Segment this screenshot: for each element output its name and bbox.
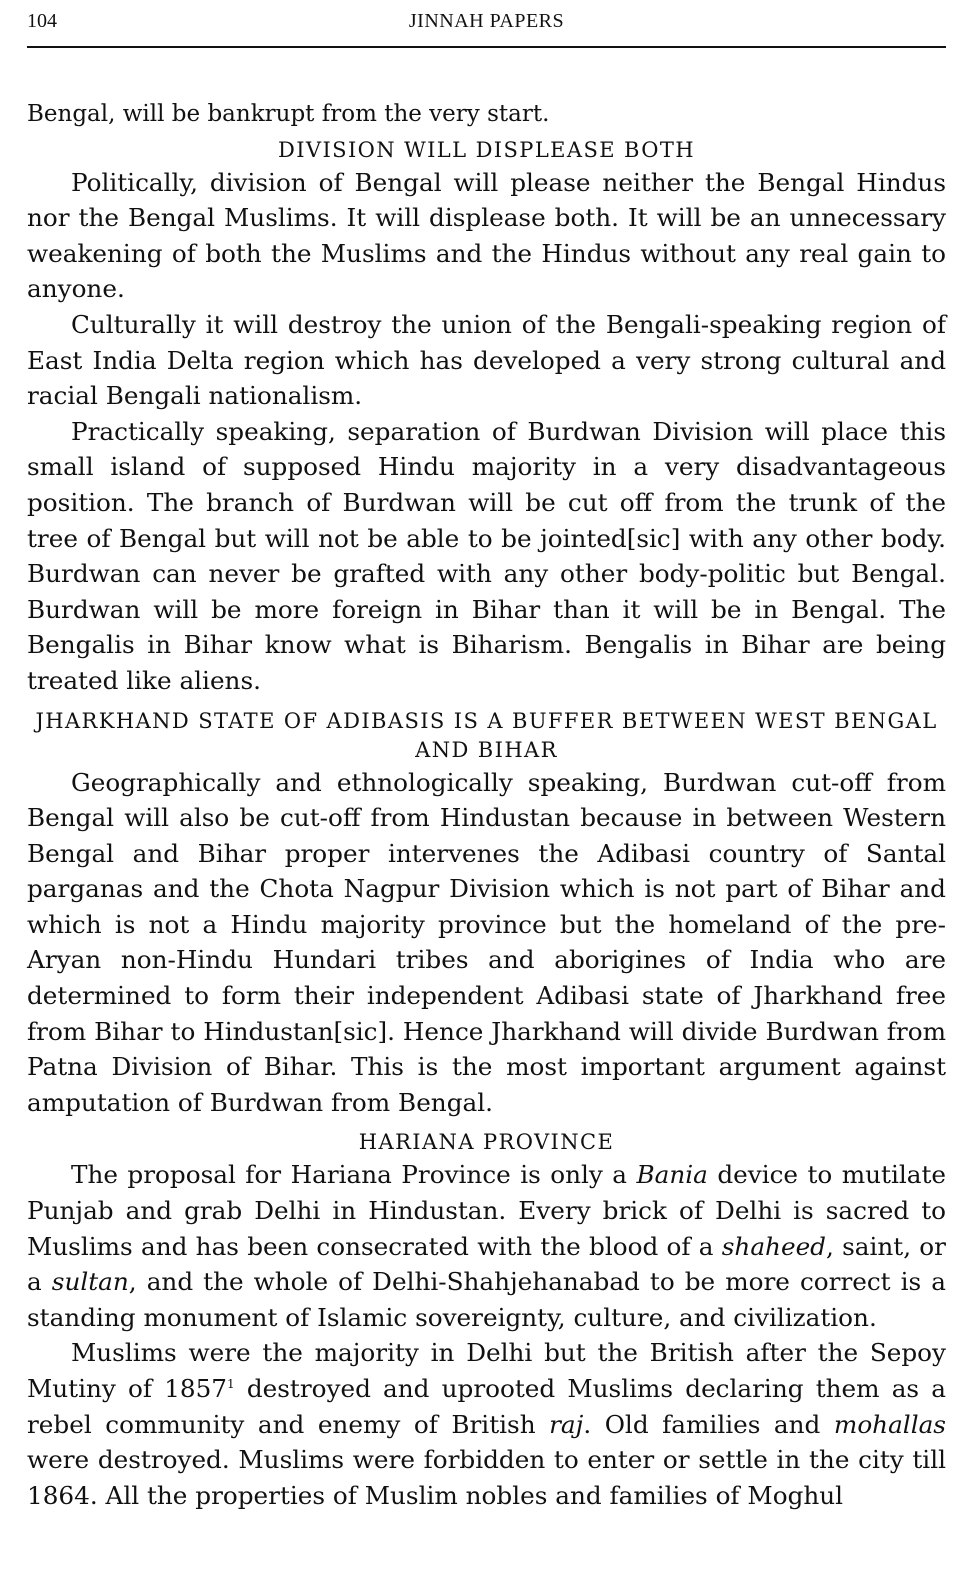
paragraph-muslims-delhi: Muslims were the majority in Delhi but the British after the Sepoy Mutiny of 1857$^1$ destroyed and uprooted Muslims declaring them as a rebel community and enemy of British raj. Old families and mohallas were destroyed. Muslims were forbidden to enter or settle in the city till 1864. All the properties of Muslim nobles and families of Moghul	[27, 1338, 946, 1510]
section-heading-division: DIVISION WILL DISPLEASE BOTH	[277, 137, 696, 162]
paragraph-continuation: Bengal, will be bankrupt from the very start.	[27, 101, 550, 127]
footnote-marker: 1	[227, 1376, 235, 1391]
running-header	[27, 0, 946, 46]
page-number: 104	[27, 10, 57, 32]
paragraph-geographically: Geographically and ethnologically speaking, Burdwan cut-off from Bengal will also be cut-off from Hindustan because in between Western Bengal and Bihar proper intervenes the Adibasi country of Santal parganas and the Chota Nagpur Division which is not part of Bihar and which is not a Hindu majority province but the homeland of the pre-Aryan non-Hindu Hundari tribes and aborigines of India who are determined to form their independent Adibasi state of Jharkhand free from Bihar to Hindustan[sic]. Hence Jharkhand will divide Burdwan from Patna Division of Bihar. This is the most important argument against amputation of Burdwan from Bengal.	[27, 767, 946, 1117]
section-heading-hariana: HARIANA PROVINCE	[358, 1130, 615, 1155]
paragraph-hariana-proposal: The proposal for Hariana Province is only a Bania device to mutilate Punjab and grab Delhi in Hindustan. Every brick of Delhi is sacred to Muslims and has been consecrated with the blood of a shaheed, saint, or a sultan, and the whole of Delhi-Shahjehanabad to be more correct is a standing monument of Islamic sovereignty, culture, and civilization.	[27, 1160, 946, 1332]
running-title: JINNAH PAPERS	[408, 10, 565, 32]
header-rule	[27, 46, 946, 48]
body-text	[27, 97, 946, 1513]
section-heading-jharkhand: JHARKHAND STATE OF ADIBASIS IS A BUFFER BETWEEN WEST BENGAL AND BIHAR	[35, 708, 938, 762]
paragraph-practically: Practically speaking, separation of Burdwan Division will place this small island of supposed Hindu majority in a very disadvantageous position. The branch of Burdwan will be cut off from the trunk of the tree of Bengal but will not be able to be jointed[sic] with any other body. Burdwan can never be grafted with any other body-politic but Bengal. Burdwan will be more foreign in Bihar than it will be in Bengal. The Bengalis in Bihar know what is Biharism. Bengalis in Bihar are being treated like aliens.	[27, 416, 946, 695]
paragraph-culturally: Culturally it will destroy the union of the Bengali-speaking region of East India Delta region which has developed a very strong cultural and racial Bengali nationalism.	[27, 309, 946, 411]
paragraph-politically: Politically, division of Bengal will please neither the Bengal Hindus nor the Bengal Muslims. It will displease both. It will be an unnecessary weakening of both the Muslims and the Hindus without any real gain to anyone.	[27, 167, 946, 304]
